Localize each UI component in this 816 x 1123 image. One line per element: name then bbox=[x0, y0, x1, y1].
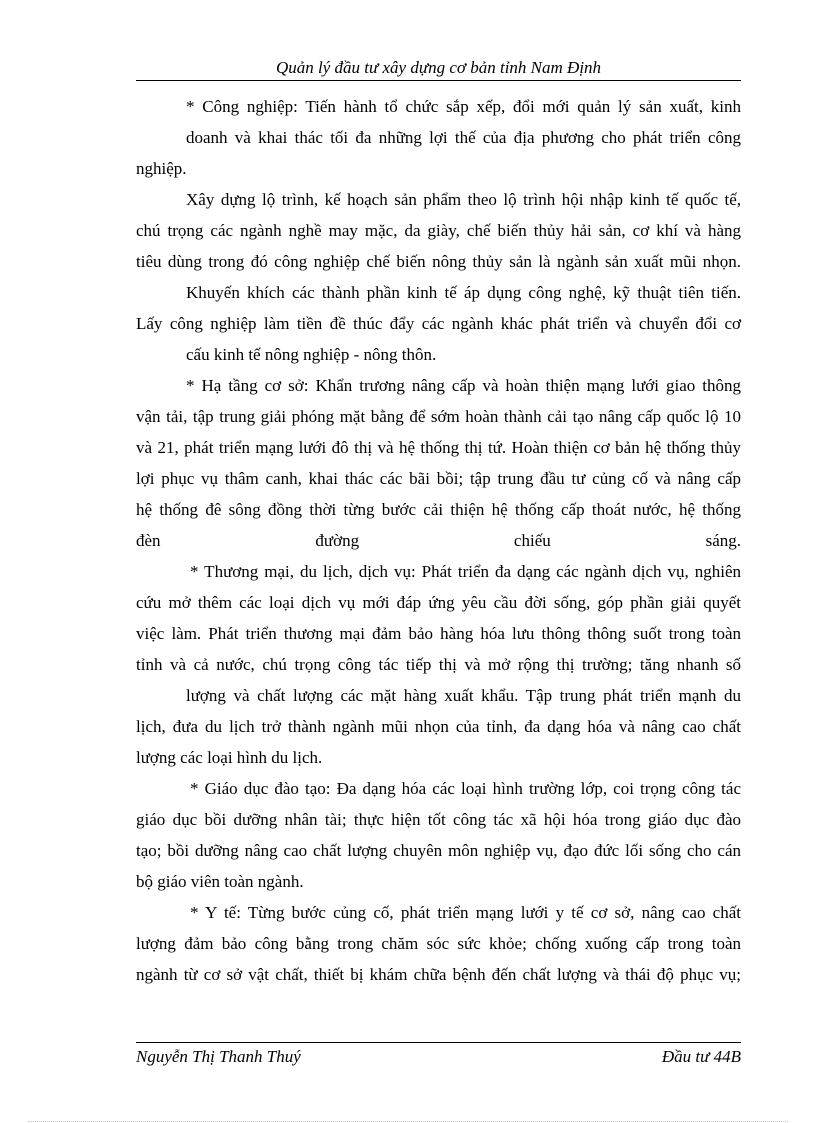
header-rule bbox=[136, 80, 741, 81]
text-line: Xây dựng lộ trình, kế hoạch sản phẩm theo lộ trình hội nhập kinh tế quốc tế, bbox=[186, 190, 741, 209]
text-line: lợi phục vụ thâm canh, khai thác các bãi bồi; tập trung đầu tư củng cố và nâng cấp bbox=[136, 469, 741, 488]
document-body bbox=[136, 91, 741, 990]
text-line: lượng đảm bảo công bằng trong chăm sóc sức khỏe; chống xuống cấp trong toàn bbox=[136, 934, 741, 953]
text-line: và 21, phát triển mạng lưới đô thị và hệ thống thị tứ. Hoàn thiện cơ bản hệ thống thủy bbox=[136, 438, 741, 457]
text-line: tạo; bồi dưỡng nâng cao chất lượng chuyên môn nghiệp vụ, đạo đức lối sống cho cán bbox=[136, 841, 741, 860]
text-line: đèn đường chiếu sáng. bbox=[136, 531, 741, 550]
footer-rule bbox=[136, 1042, 741, 1043]
text-line: tỉnh và cả nước, chú trọng công tác tiếp thị và mở rộng thị trường; tăng nhanh số bbox=[136, 655, 741, 674]
text-line: bộ giáo viên toàn ngành. bbox=[136, 872, 304, 891]
text-line: * Y tế: Từng bước củng cố, phát triển mạng lưới y tế cơ sở, nâng cao chất bbox=[190, 903, 741, 922]
text-line: vận tải, tập trung giải phóng mặt bằng để sớm hoàn thành cải tạo nâng cấp quốc lộ 10 bbox=[136, 407, 741, 426]
footer-class-label: Đầu tư 44B bbox=[661, 1047, 741, 1066]
text-line: việc làm. Phát triển thương mại đảm bảo hàng hóa lưu thông thông suốt trong toàn bbox=[136, 624, 741, 643]
text-line: lượng các loại hình du lịch. bbox=[136, 748, 323, 767]
text-line: cứu mở thêm các loại dịch vụ mới đáp ứng yêu cầu đời sống, góp phần giải quyết bbox=[136, 593, 741, 612]
text-line: Lấy công nghiệp làm tiền đề thúc đẩy các ngành khác phát triển và chuyển đổi cơ bbox=[136, 314, 741, 333]
text-line: lượng và chất lượng các mặt hàng xuất khẩu. Tập trung phát triển mạnh du bbox=[186, 686, 741, 705]
text-line: * Hạ tầng cơ sở: Khẩn trương nâng cấp và hoàn thiện mạng lưới giao thông bbox=[186, 376, 741, 395]
text-line: cấu kinh tế nông nghiệp - nông thôn. bbox=[186, 345, 437, 364]
page-header-title: Quản lý đầu tư xây dựng cơ bản tỉnh Nam Định bbox=[275, 58, 602, 77]
text-line: tiêu dùng trong đó công nghiệp chế biến nông thủy sản là ngành sản xuất mũi nhọn. bbox=[136, 252, 741, 271]
text-line: Khuyến khích các thành phần kinh tế áp dụng công nghệ, kỹ thuật tiên tiến. bbox=[186, 283, 741, 302]
text-line: chú trọng các ngành nghề may mặc, da giày, chế biến thủy hải sản, cơ khí và hàng bbox=[136, 221, 741, 240]
text-line: * Giáo dục đào tạo: Đa dạng hóa các loại hình trường lớp, coi trọng công tác bbox=[190, 779, 741, 798]
text-line: nghiệp. bbox=[136, 159, 187, 178]
footer-author: Nguyễn Thị Thanh Thuý bbox=[136, 1047, 301, 1066]
text-line: lịch, đưa du lịch trở thành ngành mũi nhọn của tỉnh, đa dạng hóa và nâng cao chất bbox=[136, 717, 741, 736]
text-line: doanh và khai thác tối đa những lợi thế của địa phương cho phát triển công bbox=[186, 128, 741, 147]
text-line: * Công nghiệp: Tiến hành tổ chức sắp xếp, đổi mới quản lý sản xuất, kinh bbox=[186, 97, 741, 116]
text-line: giáo dục bồi dưỡng nhân tài; thực hiện tốt công tác xã hội hóa trong giáo dục đào bbox=[136, 810, 741, 829]
page-bottom-border bbox=[28, 1121, 788, 1122]
text-line: hệ thống đê sông đồng thời từng bước cải thiện hệ thống cấp thoát nước, hệ thống bbox=[136, 500, 741, 519]
text-line: ngành từ cơ sở vật chất, thiết bị khám chữa bệnh đến chất lượng và thái độ phục vụ; bbox=[136, 965, 741, 984]
text-line: * Thương mại, du lịch, dịch vụ: Phát triển đa dạng các ngành dịch vụ, nghiên bbox=[190, 562, 741, 581]
